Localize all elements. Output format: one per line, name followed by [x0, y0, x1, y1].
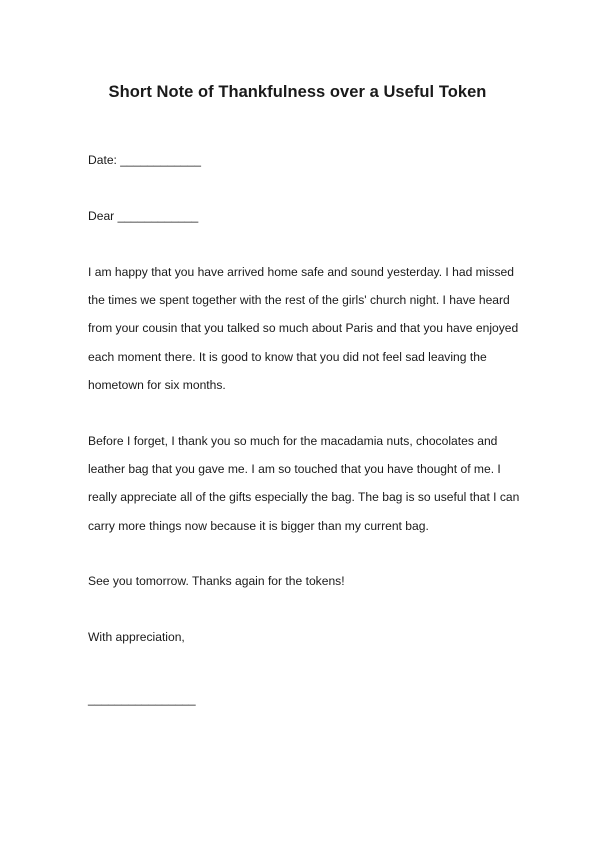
signature-line: ________________	[88, 692, 196, 706]
paragraph-line: hometown for six months.	[88, 377, 226, 392]
body-paragraph-1	[88, 264, 518, 405]
sign-off: With appreciation,	[88, 630, 185, 644]
paragraph-line: Before I forget, I thank you so much for the macadamia nuts, chocolates and	[88, 434, 498, 448]
paragraph-line: each moment there. It is good to know that you did not feel sad leaving the	[88, 349, 487, 364]
document-title: Short Note of Thankfulness over a Useful Token	[108, 83, 487, 101]
paragraph-line: the times we spent together with the rest of the girls' church night. I have heard	[88, 293, 510, 308]
paragraph-line: from your cousin that you talked so much about Paris and that you have enjoyed	[88, 321, 519, 336]
paragraph-line: leather bag that you gave me. I am so touched that you have thought of me. I	[88, 462, 501, 477]
paragraph-line: I am happy that you have arrived home safe and sound yesterday. I had missed	[88, 265, 514, 279]
date-line: Date: ____________	[88, 153, 201, 167]
paragraph-line: carry more things now because it is bigger than my current bag.	[88, 518, 429, 533]
paragraph-line: really appreciate all of the gifts especially the bag. The bag is so useful that I can	[88, 490, 520, 505]
salutation-line: Dear ____________	[88, 209, 199, 223]
closing-note: See you tomorrow. Thanks again for the tokens!	[88, 574, 345, 588]
body-paragraph-2	[88, 433, 518, 546]
